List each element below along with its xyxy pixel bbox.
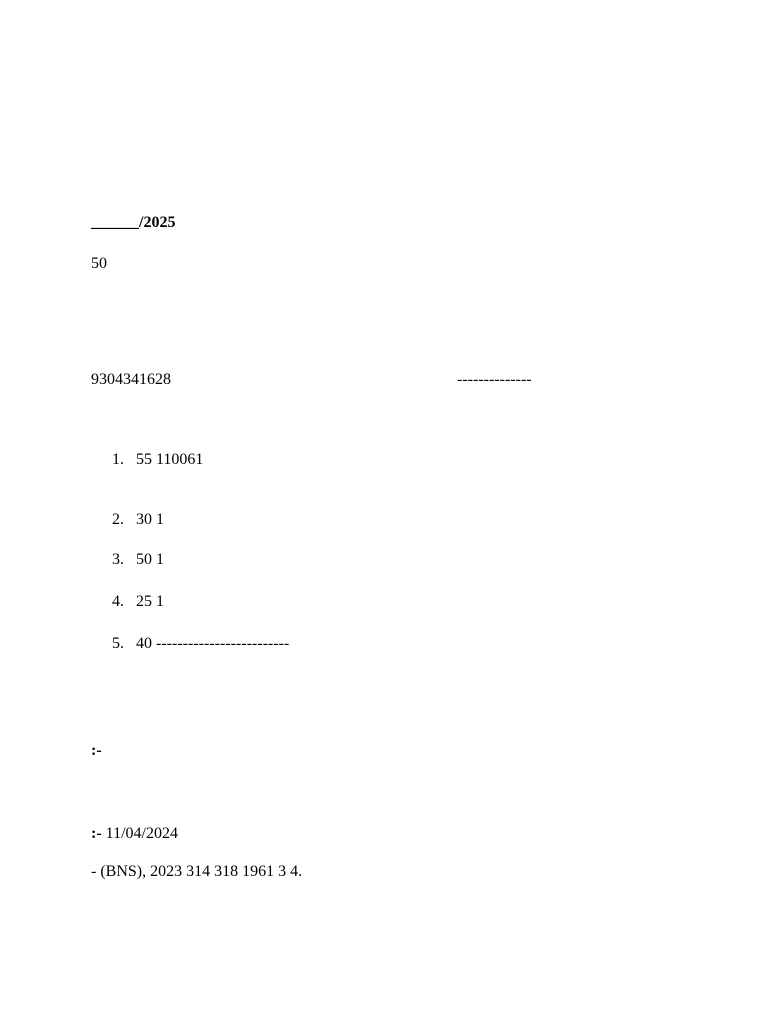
list-item [112, 450, 678, 510]
list-item [112, 634, 678, 734]
act-year: 1961 [242, 863, 275, 880]
case-year: /2025 [139, 214, 176, 231]
list-item [112, 510, 678, 550]
section-4: 4. [290, 863, 303, 880]
item-age: 30 [136, 511, 152, 528]
mobile-number: 9304341628 [91, 371, 171, 388]
place-label: :- [91, 742, 102, 759]
date-label: :- [91, 825, 102, 842]
item-number: 3. [112, 551, 124, 568]
list-item [112, 592, 678, 634]
accused-list [112, 450, 678, 734]
item-age: 50 [136, 551, 152, 568]
mobile-line [91, 370, 678, 390]
case-blank: ______ [91, 214, 139, 231]
complainant-age: 50 [91, 255, 107, 272]
section-314: 314 [186, 863, 211, 880]
complainant-name-line [91, 254, 678, 274]
place-of-incident [91, 741, 678, 761]
item-dashes: ------------------------- [156, 635, 290, 652]
sections-paragraph [91, 862, 678, 882]
item-age: 55 [136, 451, 152, 468]
item-pin: 110061 [156, 451, 204, 468]
item-note-number: 1 [156, 551, 164, 568]
section-3: 3 [278, 863, 287, 880]
sections-label: - [91, 863, 97, 880]
case-number-line [91, 213, 678, 233]
item-age: 25 [136, 593, 152, 610]
item-number: 5. [112, 635, 124, 652]
bns-text: (BNS), 2023 [100, 863, 183, 880]
item-number: 1. [112, 451, 124, 468]
item-note-number: 1 [156, 511, 164, 528]
complainant-role [457, 370, 532, 390]
item-note-number: 1 [156, 593, 164, 610]
item-age: 40 [136, 635, 152, 652]
incident-date: 11/04/2024 [105, 825, 178, 842]
date-of-incident [91, 824, 678, 844]
item-number: 4. [112, 593, 124, 610]
item-number: 2. [112, 511, 124, 528]
section-318: 318 [214, 863, 239, 880]
list-item [112, 550, 678, 592]
role-dashes: -------------- [457, 371, 532, 388]
